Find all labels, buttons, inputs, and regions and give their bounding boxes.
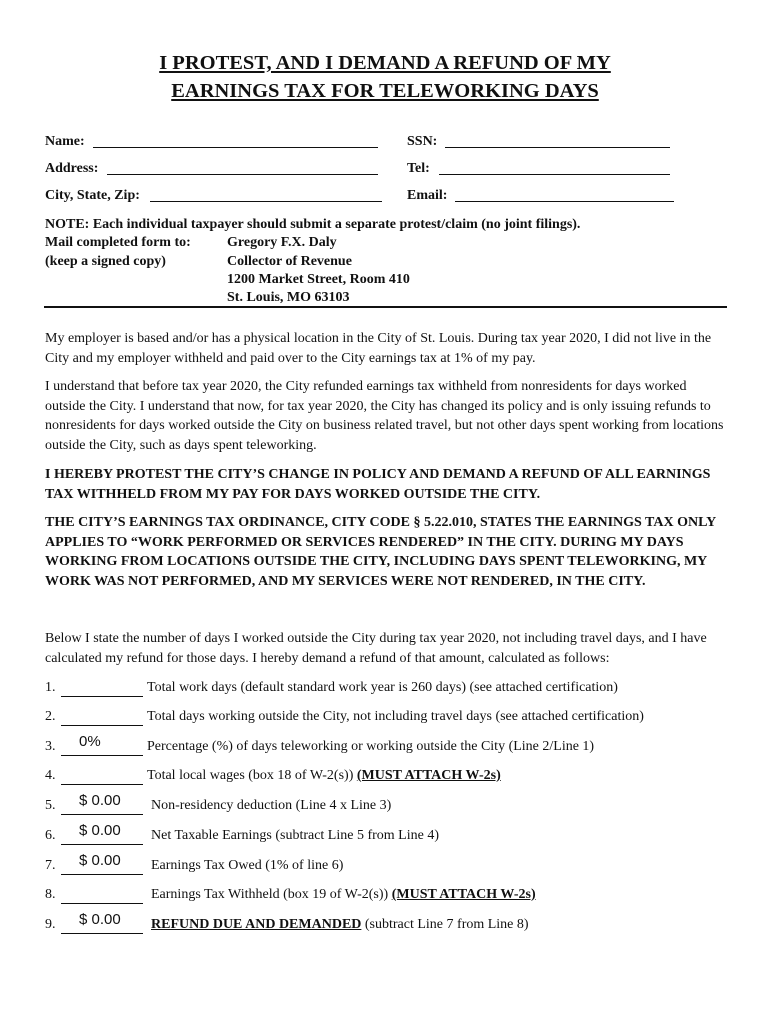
keep-copy-label: (keep a signed copy) (45, 254, 166, 269)
field-value: $ 0.00 (79, 852, 121, 869)
line-description: Earnings Tax Owed (1% of line 6) (151, 858, 344, 873)
line-number: 6. (45, 828, 56, 843)
earnings-tax-owed-field[interactable] (61, 852, 143, 875)
line-description (151, 886, 536, 904)
email-label: Email: (407, 188, 448, 203)
description-text: (subtract Line 7 from Line 8) (361, 917, 529, 932)
address-field[interactable] (107, 174, 378, 175)
line-number: 4. (45, 768, 56, 783)
field-value: $ 0.00 (79, 792, 121, 809)
line-description: Percentage (%) of days teleworking or working outside the City (Line 2/Line 1) (147, 739, 595, 754)
earnings-tax-withheld-field[interactable] (61, 886, 143, 904)
field-value: $ 0.00 (79, 822, 121, 839)
name-field[interactable] (93, 147, 378, 148)
line-number: 8. (45, 887, 56, 902)
ssn-field[interactable] (445, 147, 670, 148)
net-taxable-earnings-field[interactable] (61, 822, 143, 845)
line-number: 1. (45, 680, 56, 695)
line-description: Total days working outside the City, not including travel days (see attached certification) (147, 709, 644, 724)
mail-address-line: Collector of Revenue (227, 254, 352, 269)
days-outside-city-field[interactable] (61, 708, 143, 726)
line-description (151, 916, 529, 934)
refund-due-field[interactable] (61, 911, 143, 934)
line-number: 3. (45, 739, 56, 754)
mail-address-line: St. Louis, MO 63103 (227, 290, 350, 305)
line-number: 9. (45, 917, 56, 932)
paragraph-protest: I HEREBY PROTEST THE CITY’S CHANGE IN POLICY AND DEMAND A REFUND OF ALL EARNINGS TAX WITHHELD FROM MY PAY FOR DAYS WORKED OUTSIDE THE CITY. (45, 467, 711, 502)
address-label: Address: (45, 161, 99, 176)
line-number: 7. (45, 858, 56, 873)
mail-address-line: 1200 Market Street, Room 410 (227, 272, 410, 287)
must-attach-note: (MUST ATTACH W-2s) (391, 887, 536, 902)
line-number: 5. (45, 798, 56, 813)
tel-label: Tel: (407, 161, 430, 176)
line-description: Net Taxable Earnings (subtract Line 5 from Line 4) (151, 828, 439, 843)
city-state-zip-field[interactable] (150, 201, 382, 202)
line-description (147, 767, 501, 785)
form-title-line-2: EARNINGS TAX FOR TELEWORKING DAYS (171, 80, 599, 102)
city-state-zip-label: City, State, Zip: (45, 188, 140, 203)
total-work-days-field[interactable] (61, 679, 143, 697)
paragraph-employer: My employer is based and/or has a physical location in the City of St. Louis. During tax year 2020, I did not live in the City and my employer withheld and paid over to the City earnings tax at 1% of my pay. (45, 331, 712, 366)
description-text: Earnings Tax Withheld (box 19 of W-2(s)) (151, 887, 392, 902)
line-description: Non-residency deduction (Line 4 x Line 3) (151, 798, 392, 813)
form-title-line-1: I PROTEST, AND I DEMAND A REFUND OF MY (159, 52, 611, 74)
name-label: Name: (45, 134, 85, 149)
paragraph-calculation-intro: Below I state the number of days I worked outside the City during tax year 2020, not including travel days, and I have calculated my refund for those days. I hereby demand a refund of that amount, calculated as follows: (45, 631, 707, 666)
non-residency-deduction-field[interactable] (61, 792, 143, 815)
line-description: Total work days (default standard work year is 260 days) (see attached certification) (147, 680, 618, 695)
description-text: Total local wages (box 18 of W-2(s)) (147, 768, 357, 783)
field-value: $ 0.00 (79, 911, 121, 928)
section-divider (44, 306, 727, 308)
mail-to-label: Mail completed form to: (45, 235, 191, 250)
tel-field[interactable] (439, 174, 670, 175)
total-local-wages-field[interactable] (61, 767, 143, 785)
note-line: NOTE: Each individual taxpayer should submit a separate protest/claim (no joint filings). (45, 217, 581, 232)
must-attach-note: (MUST ATTACH W-2s) (356, 768, 501, 783)
mail-address-line: Gregory F.X. Daly (227, 235, 337, 250)
paragraph-policy-change: I understand that before tax year 2020, the City refunded earnings tax withheld from nonresidents for days worked outside the City. I understand that now, for tax year 2020, the City has changed its policy and is only issuing refunds to nonresidents for days worked outside the City on business related travel, but not other days spent working from locations outside the City, such as days spent teleworking. (45, 379, 724, 453)
line-number: 2. (45, 709, 56, 724)
field-value: 0% (79, 733, 101, 750)
paragraph-ordinance: THE CITY’S EARNINGS TAX ORDINANCE, CITY CODE § 5.22.010, STATES THE EARNINGS TAX ONLY APPLIES TO “WORK PERFORMED OR SERVICES RENDERED” IN THE CITY. DURING MY DAYS WORKING FROM LOCATIONS OUTSIDE THE CITY, INCLUDING DAYS SPENT TELEWORKING, MY WORK WAS NOT PERFORMED, AND MY SERVICES WERE NOT RENDERED, IN THE CITY. (45, 515, 716, 589)
percentage-field[interactable] (61, 733, 143, 756)
ssn-label: SSN: (407, 134, 438, 149)
email-field[interactable] (455, 201, 674, 202)
refund-due-label: REFUND DUE AND DEMANDED (151, 917, 362, 932)
